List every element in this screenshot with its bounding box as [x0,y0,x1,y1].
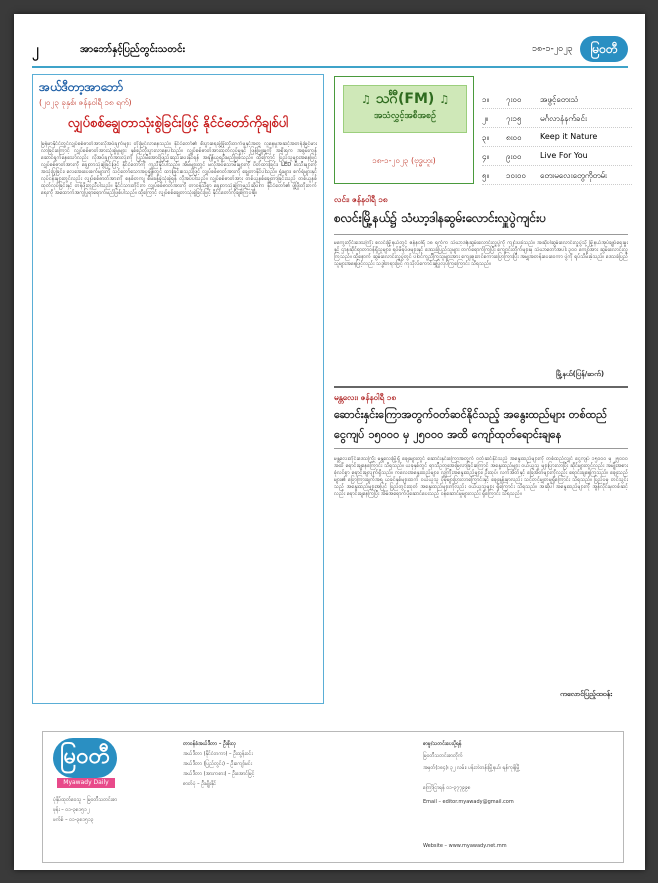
item-title: တေးမလေးတွေကိုတမ်း [540,171,607,180]
editorial-label: အယ်ဒီတာ့အာဘော် [39,80,124,94]
divider [334,448,628,449]
fm-box [334,76,474,184]
item-title: Live For You [540,151,588,160]
footer-left-line: ဖက်စ် – ၀၁-၃၈၁၅၁၃ [53,817,94,823]
item-no: ၃။ [482,133,489,142]
item-time: ၉း၀၀ [506,152,522,161]
item-title: မင်္ဂလာနံနက်ခင်း [540,114,588,123]
divider [334,386,628,388]
article3-headline-line1: ဆောင်းနှင်းကြောအတွက်ဝတ်ဆင်နိုင်သည့် အနွေးထည်များ တစ်ထည် [334,408,607,421]
footer-left-line: အယ်ဒီတာ (နိုင်ငံတကာ) – ဦးထွန်းဝင်း [183,751,253,757]
article3-byline: ကလောင်ပြည့်ထဝန်း [560,690,613,698]
footer-left-line: အယ်ဒီတာ (ပြည်တွင်း) – ဦးကျော်မင်း [183,761,252,767]
footer-right-line: ကြော်ငြာရန် ၀၁-၃၇၇၉၉၈ [423,785,471,791]
footer-left-line: ဓာတ်ပုံ – ဦးမျိုးနိုင် [183,781,217,787]
list-item [482,109,632,128]
item-title: အဖွင့်တေးသံ [540,95,579,104]
footer-right-line: မြဝတီသတင်းစာတိုက် [423,753,463,759]
myawady-logo: မြဝတီ [53,738,117,778]
item-time: ၇း၁၅ [506,114,522,123]
item-time: ၈း၀၀ [506,133,522,142]
footer-right-line: စာမူ/သတင်းပေးပို့ရန် [423,741,462,747]
article3-headline-line2: ငွေကျပ် ၁၅၀၀၀ မှ ၂၅၀၀၀ အထိ ကျော်ထုတ်ရောင်းချနေ [334,428,562,441]
footer-right-line: အမှတ်(၁၈၄)၊ ၃၂ လမ်း၊ ပန်းဘဲတန်းမြို့နယ်၊ ရန်ကုန်မြို့ [423,765,521,771]
fm-title-text: သင်္ဂီ(FM) [375,91,435,107]
item-no: ၅။ [482,171,489,180]
editorial-body: မြန်မာနိုင်ငံတွင်လျှပ်စစ်ဓာတ်အားလိုအပ်ချက်များ တိုးမြင့်လာနေသည်။ နိုင်ငံတော်၏ စီးပွားရေးဖွံ့ဖြိုးတိုးတက်မှုနှင့်အတူ လူနေမှုအဆင့်အတန်းမြင့်မားလာခြင်းကြောင့် လျှပ်စစ်ဓာတ်အားသုံးစွဲမှုများ နှစ်စဉ်တိုးပွားလာနေပါသည်။ လျှပ်စစ်ဓာတ်အားထုတ်လုပ်မှုနှင့် ဖြန့်ဖြူးမှုကို အစိုးရက အစွမ်းကုန်ဆောင်ရွက်နေသော်လည်း လိုအပ်ချက်အားလုံးကို ပြည့်မီအောင်ဖြည့်ဆည်းပေးနိုင်ရန် အချိန်ယူရဦးမည်ဖြစ်သည်။ ထို့ကြောင့် ပြည်သူများအနေဖြင့် လျှပ်စစ်ဓာတ်အားကို ချွေတာသုံးစွဲခြင်းဖြင့် နိုင်ငံတော်ကို ကူညီနိုင်ပါသည်။ အိမ်များတွင် မလိုအပ်သောမီးများကို ပိတ်ထားခြင်း၊ LED မီးသီးများကို အသုံးပြုခြင်း၊ လေအေးပေးစက်များကို သင့်တော်သောအပူချိန်တွင် ထားခြင်းစသည်ဖြင့် လျှပ်စစ်ဓာတ်အားကို ချွေတာနိုင်ပါသည်။ ရုံးများ၊ စက်ရုံများနှင့် လုပ်ငန်းများတွင်လည်း လျှပ်စစ်ဓာတ်အားကို စနစ်တကျ စီမံခန့်ခွဲသုံးစွဲရန် လိုအပ်ပါသည်။ လျှပ်စစ်ဓာတ်အား တစ်ယူနစ်ချွေတာခြင်းသည် တစ်ယူနစ်ထုတ်လုပ်ခြင်းနှင့် တန်ဖိုးတူညီပါသည်။ နိုင်ငံသားတိုင်းက လျှပ်စစ်ဓာတ်အားကို တာဝန်သိစွာ ချွေတာသုံးစွဲကြမည်ဆိုပါက နိုင်ငံတော်၏ ဖွံ့ဖြိုးတိုးတက်ရေးကို အထောက်အကူပြုရာရောက်မည်ဖြစ်ပါသည်။ ထို့ကြောင့် လျှပ်စစ်ချွေတာသုံးစွဲခြင်းဖြင့် နိုင်ငံတော်ကိုချစ်ကြပါစို့။ [41,141,317,197]
article2-body: မကွေးတိုင်းဒေသကြီး စလင်းမြို့နယ်တွင် ဇန်နဝါရီ ၁၈ ရက်က သံဃာ့ဒါနဆွမ်းလောင်းလှူပွဲကို ကျင်းပခဲ့သည်။ အဆိုပါဆွမ်းလောင်းလှူပွဲသို့ မြို့နယ်အုပ်ချုပ်ရေးမှူးနှင့် ဌာနဆိုင်ရာတာဝန်ရှိသူများ၊ ရပ်မိရပ်ဖများနှင့် ဒေသခံပြည်သူများ တက်ရောက်ကြပြီး ကျောင်းတိုက်များမှ သံဃာတော်အပါး ၃၀၀ ကျော်အား ဆွမ်းလောင်းလှူကြသည်။ ထို့နောက် ဆွမ်းလောင်းလှူပွဲတွင် ပါဝင်ကူညီကြသူများအား ကျေးဇူးတင်စကားပြောကြားပြီး အမျှအတန်းပေးဝေကာ ပွဲကို ရုပ်သိမ်းခဲ့သည်။ ဒေသခံပြည်သူများအနေဖြင့်လည်း သဒ္ဓါတရားဖြင့် ကုသိုလ်ကောင်းမှုပြုလုပ်ကြကြောင်း သိရသည်။ [334,240,628,268]
fm-schedule [482,90,632,185]
list-item [482,128,632,147]
editorial-headline: လျှပ်စစ်ချွေတာသုံးစွဲခြင်းဖြင့် နိုင်ငံတော်ကိုချစ်ပါ [67,116,289,131]
myawady-logo-small: မြဝတီ [580,36,628,62]
music-note-icon: ♫ [360,93,371,106]
music-note-icon: ♫ [439,93,450,106]
footer-left-line: ဖုန်း – ၀၁-၃၈၁၅၁၂ [53,807,90,813]
header-date: ၁၈-၁-၂၀၂၃ [532,44,573,54]
article3-kicker: မန္တလေး၊ ဇန်နဝါရီ ၁၈ [334,393,396,402]
article2-headline: စလင်းမြို့နယ်၌ သံဃာ့ဒါနဆွမ်းလောင်းလှူပွဲကျင်းပ [334,211,547,225]
list-item [482,147,632,166]
footer-left-line: အယ်ဒီတာ (အားကစား) – ဦးအောင်မြင့် [183,771,255,777]
article2-byline: မြို့နယ်(ပြန်/ဆက်) [556,370,605,378]
footer-left-line: ပုံနှိပ်ထုတ်ဝေသူ – မြဝတီသတင်းစာ [53,797,118,803]
item-time: ၇း၀၀ [506,95,522,104]
article2-kicker: လင်း၊ ဇန်နဝါရီ ၁၈ [334,195,388,204]
newspaper-page [14,14,645,870]
footer-right-line: Website – www.myawady.net.mm [423,843,507,849]
fm-banner [343,85,467,133]
page-number: ၂ [32,42,39,58]
masthead-footer [42,731,624,863]
fm-title [344,89,466,110]
fm-date: ၁၈-၁-၂၀၂၃ (ဗုဒ္ဓဟူး) [372,156,436,165]
fm-subtitle: အသံလွှင့်အစီအစဉ် [373,111,437,121]
list-item [482,90,632,109]
section-title: အာဘော်နှင့်ပြည်တွင်းသတင်း [80,44,186,55]
divider [334,234,628,235]
editorial-date: (၂၀၂၃ ခုနှစ်၊ ဇန်နဝါရီ ၁၈ ရက်) [39,98,132,107]
running-header [32,36,628,68]
myawady-daily-tag: Myawady Daily [57,778,115,788]
item-no: ၄။ [482,152,489,161]
item-no: ၁။ [482,95,489,104]
footer-left-line: တာဝန်ခံအယ်ဒီတာ – ဦးစိုးလှ [183,741,236,747]
item-title: Keep it Nature [540,132,598,141]
list-item [482,166,632,185]
article3-body: မန္တလေးတိုင်းဒေသကြီး မန္တလေးမြို့ရှိ ဈေးများတွင် ဆောင်းနှင်းကြောအတွက် ဝတ်ဆင်နိုင်သည့် အနွေးထည်များကို တစ်ထည်လျှင် ငွေကျပ် ၁၅၀၀၀ မှ ၂၅၀၀၀ အထိ ရောင်းချနေကြောင်း သိရသည်။ ယခုနှစ်တွင် ရာသီဥတုအေးမြလာခြင်းကြောင့် အနွေးထည်များ ဝယ်ယူသူ များပြားလာပြီး ဆိုင်များတွင်လည်း အမျိုးအစားစုံလင်စွာ ရောင်းချလျက်ရှိသည်။ ကလေးအနွေးထည်များ၊ လူကြီးအနွေးထည်များ၊ ဦးထုပ်၊ လက်အိတ်နှင့် ခြေအိတ်များကိုလည်း ရောင်းချနေကြသည်။ ဈေးသည်များ၏ ပြောကြားချက်အရ ယခင်နှစ်များထက် ဝယ်ယူသူ ပိုမိုများပြားလာကြောင်းနှင့် ဈေးနှုန်းမှာလည်း သင့်တင့်မျှတမှုရှိကြောင်း သိရသည်။ ပြည်ပမှ တင်သွင်းသည့် အနွေးထည်များအပြင် ပြည်တွင်းထုတ် အနွေးထည်များကိုလည်း ဝယ်ယူသူများ ရှိကြောင်း သိရသည်။ အဆိုပါ အနွေးထည်များကို အွန်လိုင်းမှတစ်ဆင့်လည်း ရောင်းချနေကြပြီး အိမ်အရောက်ပို့ဆောင်ပေးသည့် ဝန်ဆောင်မှုများလည်း ရှိကြောင်း သိရသည်။ [334,456,628,498]
footer-right-line: Email – editor.myawady@gmail.com [423,799,514,805]
editorial-box [32,74,324,704]
item-no: ၂။ [482,114,489,123]
item-time: ၁၀း၀၀ [506,171,527,180]
